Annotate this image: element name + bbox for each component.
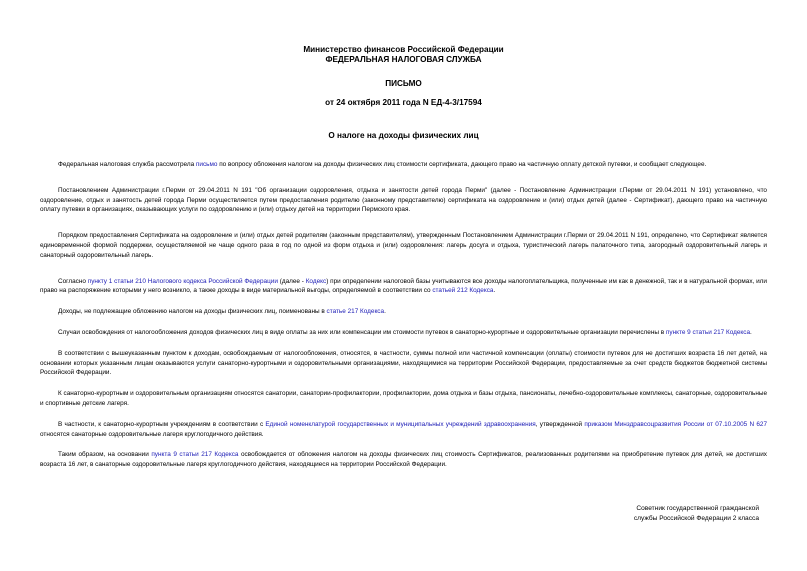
document-body <box>40 160 767 481</box>
link-code[interactable]: Кодекс <box>305 277 327 285</box>
link-art-212[interactable]: статьей 212 Кодекса <box>432 287 494 295</box>
text: В соответствии с вышеуказанным пунктом к доходам, освобождаемым от налогообложения, относятся, в частности, суммы полной или частичной компенсации (оплаты) стоимости путевок для не достигших возраста 16 лет детей, на основании которых указанным лицам оказываются услуги санаторно-курортными и оздоровительными организациями, находящимися на территории Российской Федерации, предоставляемые за счет средств бюджетов бюджетной системы Российской Федерации. <box>40 349 767 377</box>
paragraph-8 <box>40 389 767 409</box>
paragraph-10 <box>40 450 767 470</box>
document-header <box>0 45 807 65</box>
link-art-217-p9[interactable]: пункте 9 статьи 217 Кодекса <box>665 328 751 336</box>
paragraph-2 <box>40 186 767 215</box>
signature-line-2: службы Российской Федерации 2 класса <box>633 514 759 522</box>
text: Федеральная налоговая служба рассмотрела <box>58 161 196 168</box>
text: Согласно <box>58 277 88 285</box>
text: К санаторно-курортным и оздоровительным организациям относятся санатории, санатории-профилактории, профилактории, дома отдыха и базы отдыха, пансионаты, лечебно-оздоровительные комплексы, санаторные, оздоровительные и спортивные детские лагеря. <box>40 390 767 407</box>
text: относятся санаторные оздоровительные лагеря круглогодичного действия. <box>40 430 264 438</box>
link-order-627[interactable]: приказом Минздравсоцразвития России от 07.10.2005 N 627 <box>584 420 767 428</box>
text: (далее - <box>277 277 306 285</box>
link-art-217-p9-b[interactable]: пункта 9 статьи 217 Кодекса <box>151 451 239 459</box>
document-date: от 24 октября 2011 года N ЕД-4-3/17594 <box>325 98 482 107</box>
paragraph-7 <box>40 349 767 378</box>
paragraph-9 <box>40 420 767 440</box>
text: ) при определении налоговой базы учитываются все доходы налогоплательщика, полученные им как в денежной, так и в натуральной формах, или право на распоряжение которыми у него возникло, а также доходы в виде материальной выгоды, определяемой в соответствии со <box>40 277 767 295</box>
signature-block <box>634 504 759 524</box>
text: , утвержденной <box>535 420 585 428</box>
text: Случаи освобождения от налогообложения доходов физических лиц в виде оплаты за них или компенсации им стоимости путевок в санаторно-курортные и оздоровительные организации перечислены в <box>58 328 666 336</box>
paragraph-3 <box>40 231 767 260</box>
service-name: ФЕДЕРАЛЬНАЯ НАЛОГОВАЯ СЛУЖБА <box>325 55 482 64</box>
link-letter[interactable]: письмо <box>195 161 218 168</box>
signature-line-1: Советник государственной гражданской <box>636 505 759 512</box>
text: Доходы, не подлежащие обложению налогом на доходы физических лиц, поименованы в <box>58 308 327 316</box>
link-nomenclature[interactable]: Единой номенклатурой государственных и муниципальных учреждений здравоохранения <box>265 420 536 428</box>
paragraph-4 <box>40 277 767 297</box>
ministry-name: Министерство финансов Российской Федерации <box>303 45 504 54</box>
text: Постановлением Администрации г.Перми от 29.04.2011 N 191 "Об организации оздоровления, отдыха и занятости детей города Перми" (далее - Постановление Администрации г.Перми от 29.04.2011 N 191) установлено, что оздоровление, отдых и занятость детей города Перми осуществляется путем предоставления родителю (законному представителю) сертификата на оздоровление и (или) отдых детей (далее - Сертификат), дающего право на частичную оплату путевки в организациях, оказывающих услуги по оздоровлению и (или) отдыху детей на территории Пермского края. <box>40 186 767 214</box>
text: . <box>750 328 752 336</box>
link-tax-code-art-210[interactable]: пункту 1 статьи 210 Налогового кодекса Российской Федерации <box>87 277 278 285</box>
text: . <box>384 308 386 316</box>
text: В частности, к санаторно-курортным учреждениям в соответствии с <box>58 420 266 428</box>
text: . <box>493 287 496 295</box>
text: Таким образом, на основании <box>58 451 152 459</box>
document-type: ПИСЬМО <box>385 79 422 88</box>
paragraph-5 <box>40 307 767 317</box>
paragraph-6 <box>40 328 767 338</box>
paragraph-1 <box>40 160 767 170</box>
link-art-217[interactable]: статье 217 Кодекса <box>326 308 385 316</box>
document-subject: О налоге на доходы физических лиц <box>328 131 479 140</box>
text: освобождается от обложения налогом на доходы физических лиц стоимость Сертификатов, реализованных родителями на приобретение путевок для детей, не достигших возраста 16 лет, в санаторные оздоровительные лагеря круглогодичного действия, находящиеся на территории Российской Федерации. <box>40 451 768 469</box>
text: Порядком предоставления Сертификата на оздоровление и (или) отдых детей родителям (законным представителям), утвержденным Постановлением Администрации г.Перми от 29.04.2011 N 191, определено, что Сертификат является единовременной формой поддержки, осуществляемой не чаще одного раза в год по одной из форм отдыха и (или) оздоровления: лагерь досуга и отдыха, туристический лагерь палаточного типа, загородный оздоровительный лагерь и санаторный оздоровительный лагерь. <box>40 232 767 259</box>
text: по вопросу обложения налогом на доходы физических лиц стоимости сертификата, дающего право на частичную оплату детской путевки, и сообщает следующее. <box>217 161 707 168</box>
